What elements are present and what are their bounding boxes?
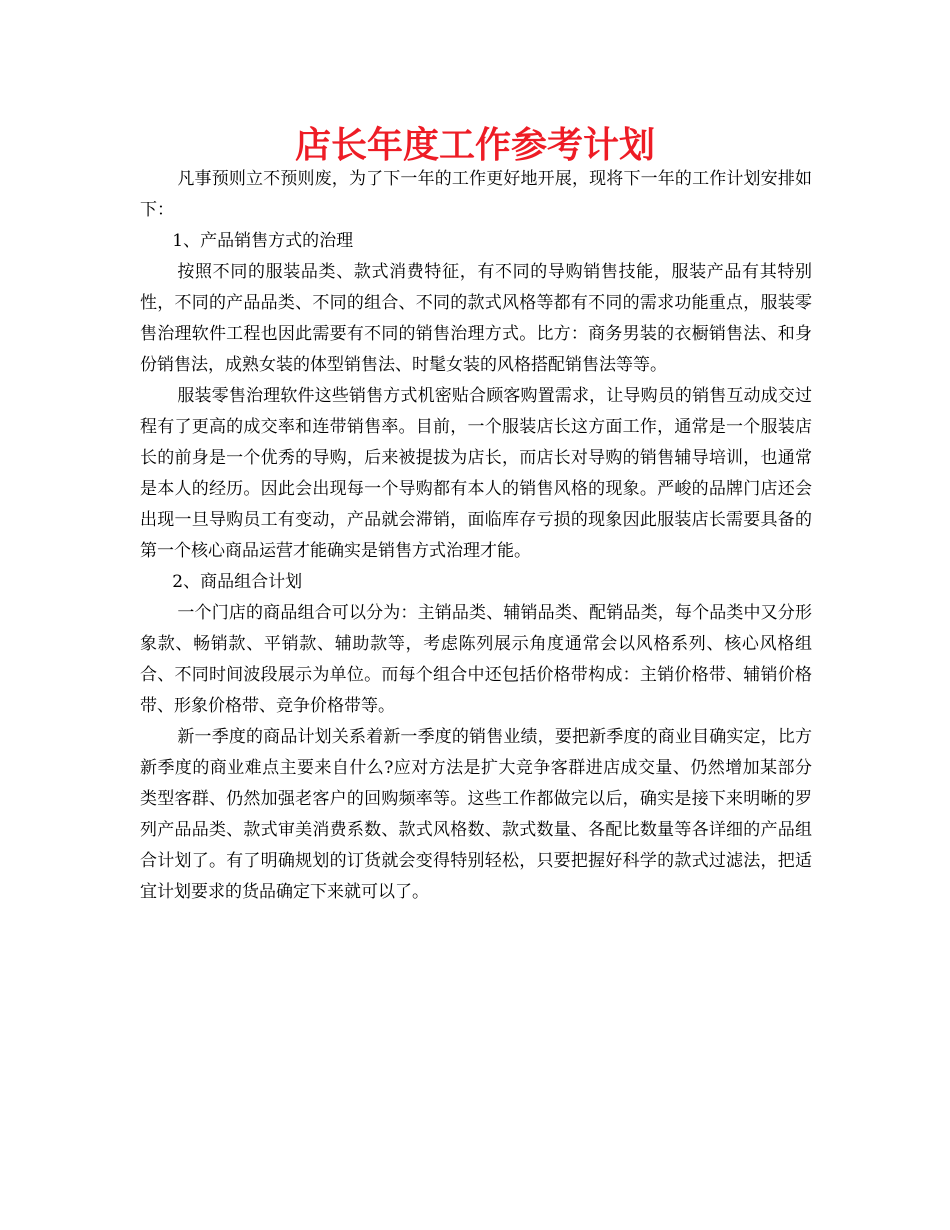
intro-paragraph: 凡事预则立不预则废，为了下一年的工作更好地开展，现将下一年的工作计划安排如下： (140, 169, 812, 220)
body-paragraph: 按照不同的服装品类、款式消费特征，有不同的导购销售技能，服装产品有其特别性，不同的产品品类、不同的组合、不同的款式风格等都有不同的需求功能重点，服装零售治理软件工程也因此需要有不同的销售治理方式。比方：商务男装的衣橱销售法、和身份销售法，成熟女装的体型销售法、时髦女装的风格搭配销售法等等。 (140, 262, 812, 375)
document-title: 店长年度工作参考计划 (294, 125, 655, 166)
section-heading-1: 1、产品销售方式的治理 (172, 231, 354, 251)
body-paragraph: 新一季度的商品计划关系着新一季度的销售业绩，要把新季度的商业目确实定，比方新季度的商业难点主要来自什么?应对方法是扩大竞争客群进店成交量、仍然增加某部分类型客群、仍然加强老客户的回购频率等。这些工作都做完以后，确实是接下来明晰的罗列产品品类、款式审美消费系数、款式风格数、款式数量、各配比数量等各详细的产品组合计划了。有了明确规划的订货就会变得特别轻松，只要把握好科学的款式过滤法，把适宜计划要求的货品确定下来就可以了。 (140, 727, 812, 902)
body-paragraph: 服装零售治理软件这些销售方式机密贴合顾客购置需求，让导购员的销售互动成交过程有了更高的成交率和连带销售率。目前，一个服装店长这方面工作，通常是一个服装店长的前身是一个优秀的导购，后来被提拔为店长，而店长对导购的销售辅导培训，也通常是本人的经历。因此会出现每一个导购都有本人的销售风格的现象。严峻的品牌门店还会出现一旦导购员工有变动，产品就会滞销，面临库存亏损的现象因此服装店长需要具备的第一个核心商品运营才能确实是销售方式治理才能。 (140, 386, 812, 561)
body-paragraph: 一个门店的商品组合可以分为：主销品类、辅销品类、配销品类，每个品类中又分形象款、畅销款、平销款、辅助款等，考虑陈列展示角度通常会以风格系列、核心风格组合、不同时间波段展示为单位。而每个组合中还包括价格带构成：主销价格带、辅销价格带、形象价格带、竞争价格带等。 (140, 603, 812, 716)
document-body (140, 164, 812, 908)
section-heading-2: 2、商品组合计划 (172, 572, 303, 592)
